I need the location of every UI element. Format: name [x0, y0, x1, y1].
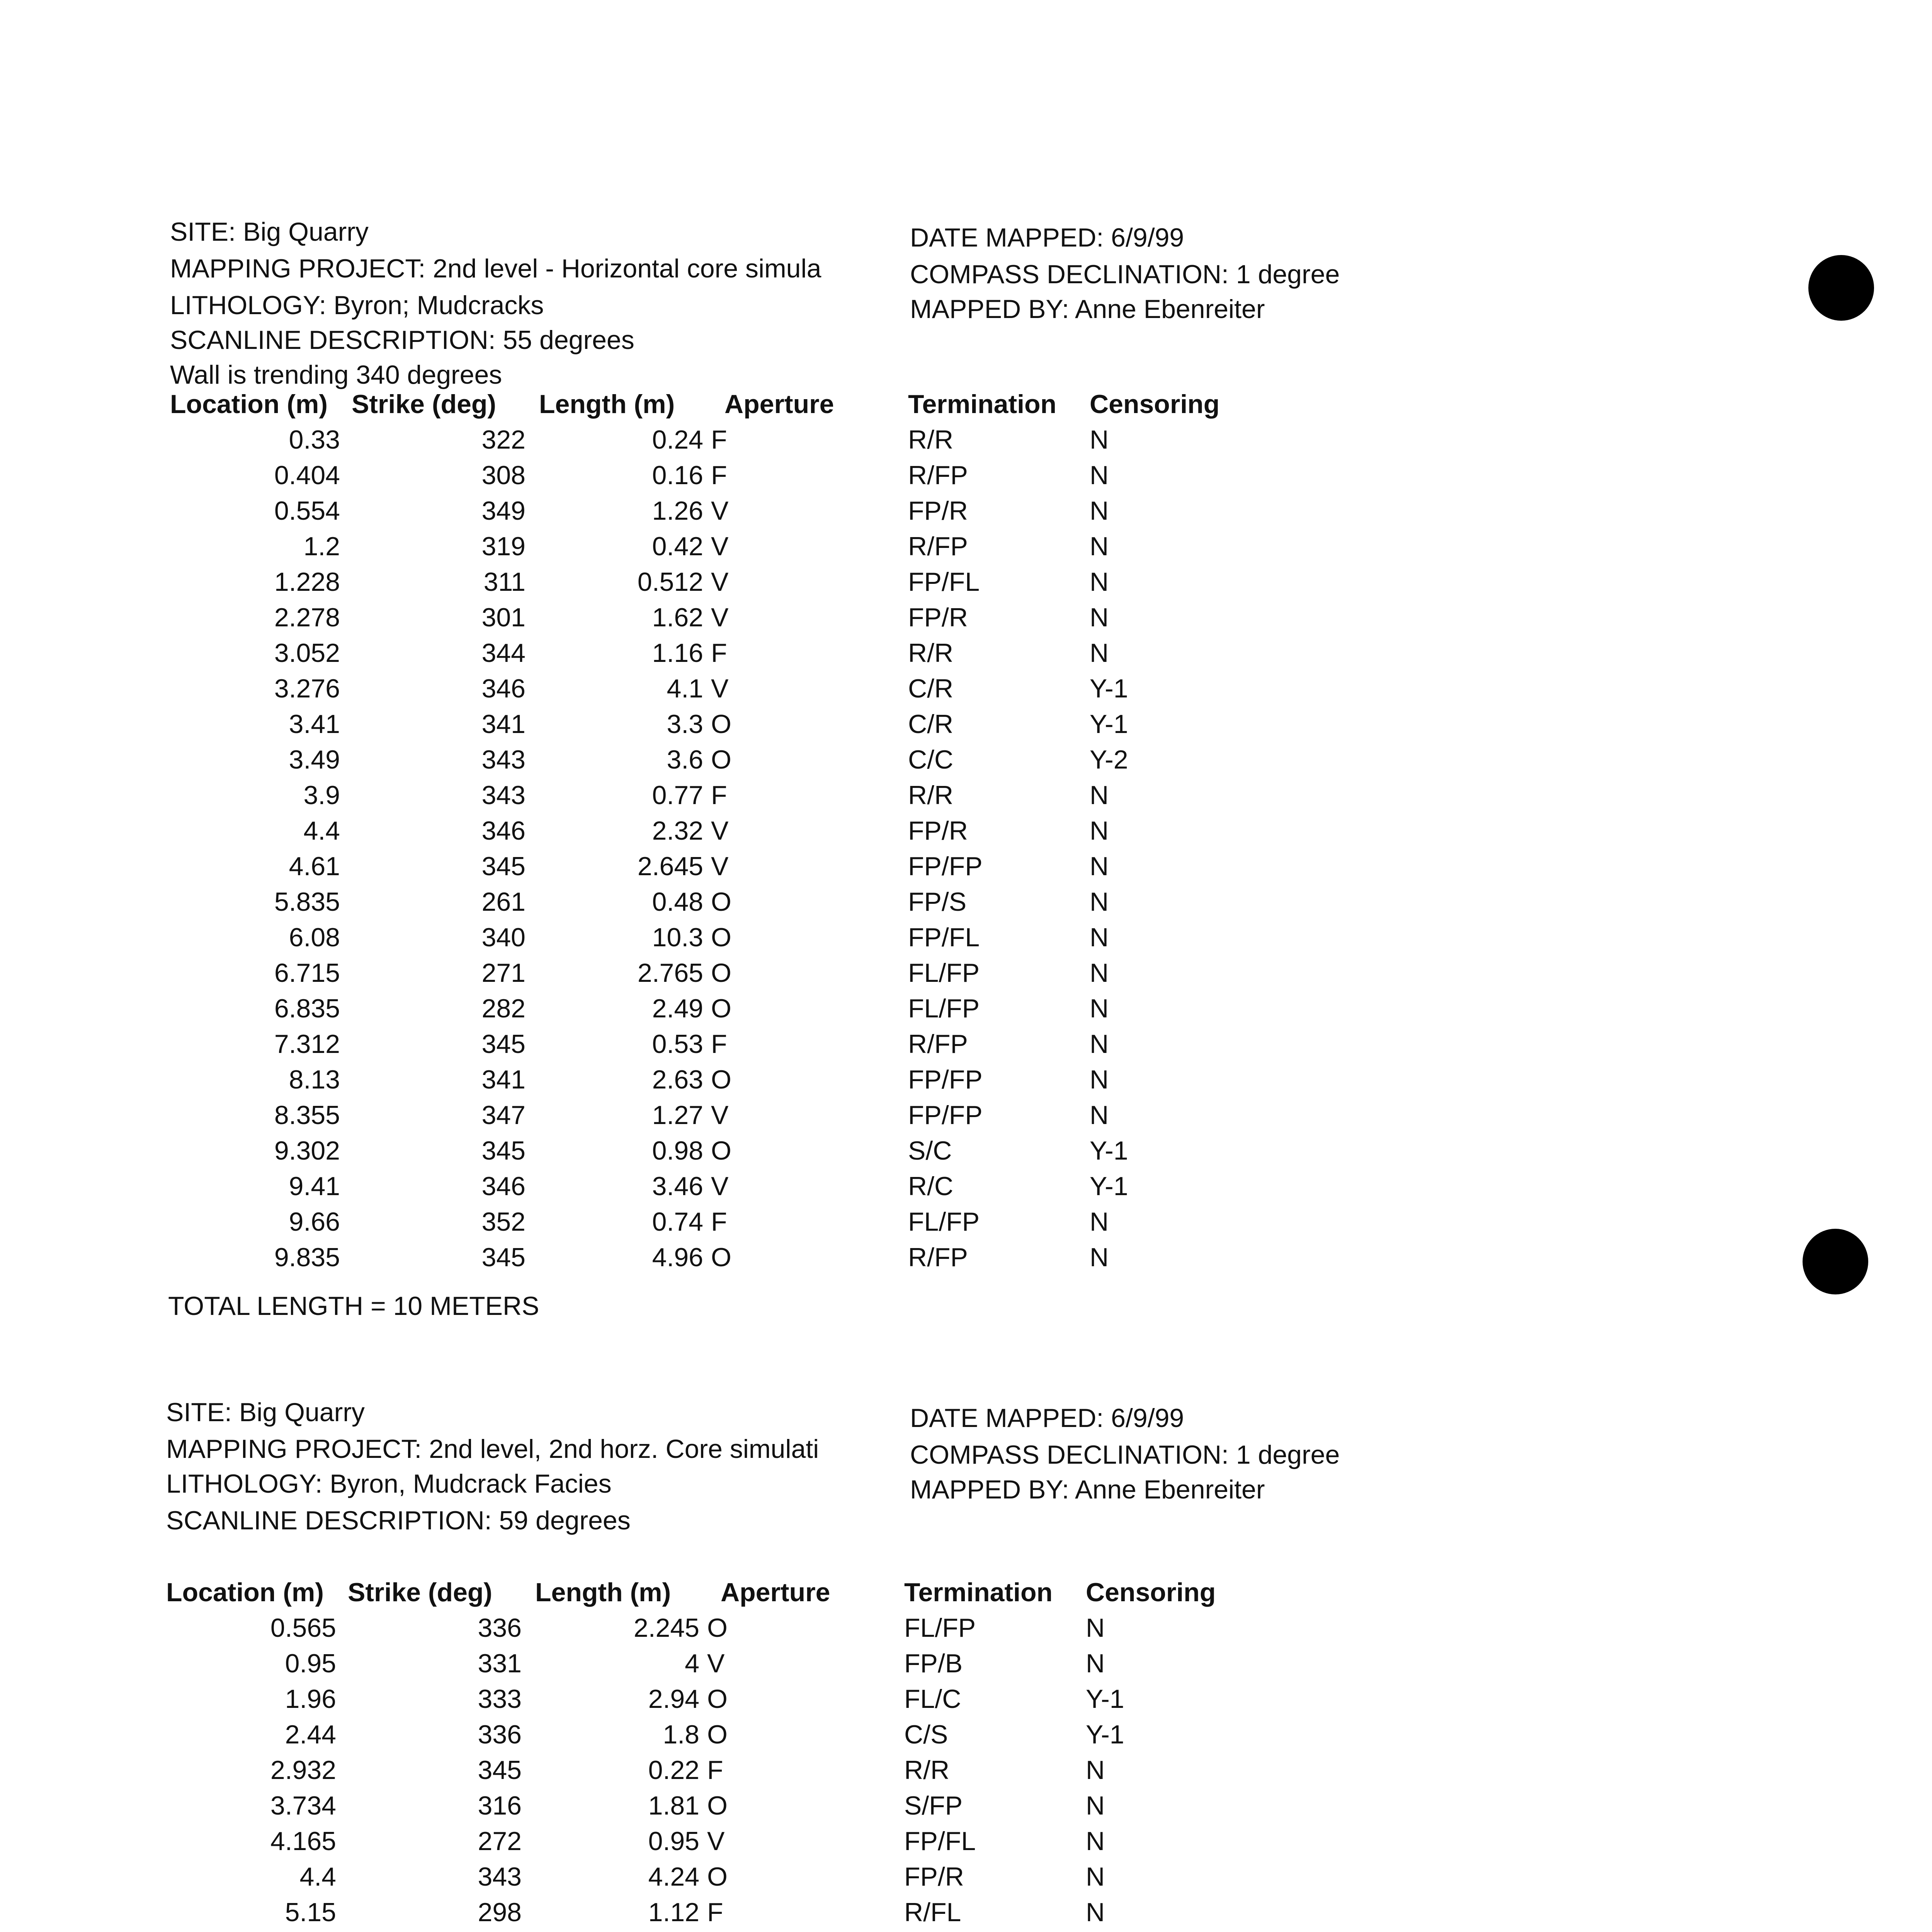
aperture-cell: F	[707, 1755, 723, 1785]
location-cell: 9.302	[274, 1136, 340, 1165]
strike-cell: 346	[481, 1172, 526, 1201]
length-cell: 1.27	[652, 1100, 703, 1130]
location-cell: 9.835	[274, 1243, 340, 1272]
aperture-cell: V	[711, 674, 729, 703]
length-cell: 0.74	[652, 1207, 703, 1236]
censoring-cell: N	[1086, 1827, 1105, 1856]
termination-cell: FP/R	[908, 603, 968, 632]
aperture-cell: F	[711, 425, 727, 454]
length-cell: 1.26	[652, 496, 703, 526]
strike-cell: 322	[481, 425, 526, 454]
termination-cell: FL/FP	[904, 1613, 976, 1643]
column-header-termination: Termination	[904, 1578, 1053, 1607]
strike-cell: 316	[478, 1791, 522, 1820]
aperture-cell: V	[711, 852, 729, 881]
censoring-cell: N	[1090, 781, 1109, 810]
aperture-cell: F	[711, 461, 727, 490]
termination-cell: FP/B	[904, 1649, 963, 1678]
termination-cell: R/FP	[908, 1029, 968, 1059]
length-cell: 2.49	[652, 994, 703, 1023]
length-cell: 10.3	[652, 923, 703, 952]
binder-hole-middle	[1803, 1229, 1868, 1294]
length-cell: 1.62	[652, 603, 703, 632]
length-cell: 4.96	[652, 1243, 703, 1272]
strike-cell: 333	[478, 1684, 522, 1714]
mapped-by-label: MAPPED BY: Anne Ebenreiter	[910, 1475, 1265, 1504]
column-header-censoring: Censoring	[1086, 1578, 1216, 1607]
strike-cell: 346	[481, 816, 526, 845]
strike-cell: 272	[478, 1827, 522, 1856]
column-header-aperture: Aperture	[724, 389, 834, 419]
censoring-cell: N	[1090, 852, 1109, 881]
censoring-cell: Y-1	[1090, 674, 1128, 703]
strike-cell: 349	[481, 496, 526, 526]
termination-cell	[904, 1930, 1082, 1932]
termination-cell: R/FL	[904, 1898, 961, 1927]
termination-cell: FP/FL	[904, 1827, 976, 1856]
strike-cell: 298	[478, 1898, 522, 1927]
termination-cell: R/R	[908, 638, 954, 668]
strike-cell: 336	[478, 1720, 522, 1749]
aperture-cell: O	[711, 994, 731, 1023]
scanline-2-table	[166, 1575, 1216, 1932]
censoring-cell: N	[1086, 1613, 1105, 1643]
termination-cell: C/R	[908, 674, 954, 703]
censoring-cell: N	[1090, 461, 1109, 490]
termination-cell: R/R	[904, 1755, 950, 1785]
strike-cell: 345	[478, 1755, 522, 1785]
aperture-cell: O	[707, 1791, 728, 1820]
location-cell: 9.66	[289, 1207, 340, 1236]
aperture-cell: O	[711, 1243, 731, 1272]
termination-cell: FP/S	[908, 887, 967, 917]
column-header-location: Location (m)	[170, 389, 328, 419]
termination-cell: FP/R	[904, 1862, 964, 1891]
termination-cell: FP/FL	[908, 567, 980, 597]
termination-cell: C/C	[908, 745, 954, 774]
strike-cell: 282	[481, 994, 526, 1023]
scanline-description-label: SCANLINE DESCRIPTION: 55 degrees	[170, 325, 634, 355]
length-cell: 4	[685, 1649, 699, 1678]
length-cell: 2.765	[637, 958, 703, 988]
wall-trend-label: Wall is trending 340 degrees	[170, 360, 502, 389]
strike-cell: 319	[481, 532, 526, 561]
length-cell: 0.512	[637, 567, 703, 597]
censoring-cell: N	[1090, 994, 1109, 1023]
location-cell: 3.49	[289, 745, 340, 774]
aperture-cell: F	[707, 1898, 723, 1927]
location-cell: 2.44	[285, 1720, 336, 1749]
strike-cell: 343	[481, 781, 526, 810]
location-cell: 1.228	[274, 567, 340, 597]
aperture-cell: O	[707, 1684, 728, 1714]
strike-cell: 331	[478, 1649, 522, 1678]
censoring-cell: Y-1	[1090, 1136, 1128, 1165]
censoring-cell: N	[1086, 1649, 1105, 1678]
aperture-cell: F	[711, 781, 727, 810]
censoring-cell: N	[1090, 638, 1109, 668]
location-cell: 7.312	[274, 1029, 340, 1059]
length-cell: 2.63	[652, 1065, 703, 1094]
aperture-cell	[707, 1930, 784, 1932]
censoring-cell: Y-2	[1090, 745, 1128, 774]
column-header-termination: Termination	[908, 389, 1057, 419]
scanline-1-table	[170, 386, 1220, 1287]
location-cell: 9.41	[289, 1172, 340, 1201]
column-header-strike: Strike (deg)	[352, 389, 497, 419]
column-header-aperture: Aperture	[721, 1578, 830, 1607]
censoring-cell: N	[1086, 1898, 1105, 1927]
length-cell: 0.42	[652, 532, 703, 561]
strike-cell: 345	[481, 1243, 526, 1272]
aperture-cell: F	[711, 1029, 727, 1059]
censoring-cell: N	[1090, 923, 1109, 952]
censoring-cell: N	[1090, 1243, 1109, 1272]
aperture-cell: V	[711, 567, 729, 597]
strike-cell: 336	[478, 1613, 522, 1643]
termination-cell: FL/FP	[908, 958, 980, 988]
column-header-censoring: Censoring	[1090, 389, 1220, 419]
location-cell: 0.565	[270, 1613, 336, 1643]
length-cell: 1.12	[648, 1898, 699, 1927]
location-cell: 3.9	[303, 781, 340, 810]
termination-cell: R/C	[908, 1172, 954, 1201]
aperture-cell: V	[711, 816, 729, 845]
location-cell: 1.96	[285, 1684, 336, 1714]
censoring-cell: N	[1090, 816, 1109, 845]
length-cell: 0.48	[652, 887, 703, 917]
scanline-description-label: SCANLINE DESCRIPTION: 59 degrees	[166, 1506, 631, 1535]
strike-cell: 352	[481, 1207, 526, 1236]
length-cell: 0.98	[652, 1136, 703, 1165]
termination-cell: FP/R	[908, 816, 968, 845]
censoring-cell: N	[1090, 496, 1109, 526]
strike-cell: 271	[481, 958, 526, 988]
site-label: SITE: Big Quarry	[170, 217, 369, 247]
strike-cell: 308	[481, 461, 526, 490]
compass-declination-label: COMPASS DECLINATION: 1 degree	[910, 1440, 1340, 1469]
length-cell	[533, 1930, 699, 1932]
mapped-by-label: MAPPED BY: Anne Ebenreiter	[910, 294, 1265, 324]
location-cell: 6.08	[289, 923, 340, 952]
length-cell: 0.22	[648, 1755, 699, 1785]
lithology-label: LITHOLOGY: Byron, Mudcrack Facies	[166, 1469, 612, 1498]
lithology-label: LITHOLOGY: Byron; Mudcracks	[170, 291, 544, 320]
termination-cell: FP/FP	[908, 1100, 983, 1130]
termination-cell: R/FP	[908, 461, 968, 490]
location-cell: 3.734	[270, 1791, 336, 1820]
location-cell: 0.95	[285, 1649, 336, 1678]
location-cell: 0.404	[274, 461, 340, 490]
strike-cell: 341	[481, 709, 526, 739]
termination-cell: FP/R	[908, 496, 968, 526]
aperture-cell: O	[711, 1065, 731, 1094]
aperture-cell: O	[707, 1613, 728, 1643]
location-cell: 4.4	[299, 1862, 336, 1891]
length-cell: 1.16	[652, 638, 703, 668]
termination-cell: FL/FP	[908, 1207, 980, 1236]
termination-cell: FP/FL	[908, 923, 980, 952]
strike-cell: 343	[478, 1862, 522, 1891]
length-cell: 0.53	[652, 1029, 703, 1059]
censoring-cell: N	[1090, 532, 1109, 561]
aperture-cell: V	[707, 1649, 725, 1678]
censoring-cell: Y-1	[1086, 1684, 1124, 1714]
binder-hole-top	[1808, 255, 1874, 321]
length-cell: 0.16	[652, 461, 703, 490]
strike-cell	[359, 1930, 522, 1932]
aperture-cell: V	[711, 1100, 729, 1130]
censoring-cell: N	[1090, 1065, 1109, 1094]
location-cell: 3.41	[289, 709, 340, 739]
aperture-cell: V	[711, 603, 729, 632]
location-cell: 2.932	[270, 1755, 336, 1785]
censoring-cell	[1086, 1930, 1202, 1932]
censoring-cell: N	[1086, 1755, 1105, 1785]
strike-cell: 347	[481, 1100, 526, 1130]
location-cell	[166, 1930, 336, 1932]
location-cell: 0.554	[274, 496, 340, 526]
column-header-length: Length (m)	[535, 1578, 671, 1607]
aperture-cell: F	[711, 1207, 727, 1236]
termination-cell: C/R	[908, 709, 954, 739]
location-cell: 6.835	[274, 994, 340, 1023]
termination-cell: FL/FP	[908, 994, 980, 1023]
length-cell: 3.46	[652, 1172, 703, 1201]
strike-cell: 343	[481, 745, 526, 774]
location-cell: 8.13	[289, 1065, 340, 1094]
mapping-project-label: MAPPING PROJECT: 2nd level, 2nd horz. Core simulati	[166, 1434, 819, 1464]
length-cell: 1.81	[648, 1791, 699, 1820]
location-cell: 1.2	[303, 532, 340, 561]
censoring-cell: Y-1	[1086, 1720, 1124, 1749]
strike-cell: 346	[481, 674, 526, 703]
column-header-location: Location (m)	[166, 1578, 324, 1607]
strike-cell: 345	[481, 1029, 526, 1059]
termination-cell: R/FP	[908, 1243, 968, 1272]
censoring-cell: N	[1090, 887, 1109, 917]
length-cell: 2.32	[652, 816, 703, 845]
location-cell: 5.15	[285, 1898, 336, 1927]
aperture-cell: V	[707, 1827, 725, 1856]
censoring-cell: N	[1090, 1207, 1109, 1236]
censoring-cell: N	[1090, 1029, 1109, 1059]
termination-cell: S/C	[908, 1136, 952, 1165]
location-cell: 4.61	[289, 852, 340, 881]
length-cell: 2.245	[633, 1613, 699, 1643]
aperture-cell: O	[711, 1136, 731, 1165]
length-cell: 3.3	[667, 709, 703, 739]
censoring-cell: N	[1090, 425, 1109, 454]
censoring-cell: N	[1090, 603, 1109, 632]
length-cell: 2.645	[637, 852, 703, 881]
length-cell: 4.24	[648, 1862, 699, 1891]
total-length-footer: TOTAL LENGTH = 10 METERS	[168, 1291, 539, 1321]
location-cell: 0.33	[289, 425, 340, 454]
length-cell: 4.1	[667, 674, 703, 703]
aperture-cell: O	[711, 709, 731, 739]
compass-declination-label: COMPASS DECLINATION: 1 degree	[910, 260, 1340, 289]
aperture-cell: O	[711, 745, 731, 774]
strike-cell: 341	[481, 1065, 526, 1094]
aperture-cell: V	[711, 496, 729, 526]
location-cell: 2.278	[274, 603, 340, 632]
censoring-cell: N	[1090, 1100, 1109, 1130]
location-cell: 8.355	[274, 1100, 340, 1130]
length-cell: 1.8	[663, 1720, 699, 1749]
aperture-cell: O	[707, 1720, 728, 1749]
strike-cell: 301	[481, 603, 526, 632]
length-cell: 3.6	[667, 745, 703, 774]
strike-cell: 345	[481, 852, 526, 881]
aperture-cell: O	[711, 887, 731, 917]
aperture-cell: O	[711, 923, 731, 952]
termination-cell: R/R	[908, 425, 954, 454]
length-cell: 0.24	[652, 425, 703, 454]
location-cell: 4.165	[270, 1827, 336, 1856]
strike-cell: 261	[481, 887, 526, 917]
termination-cell: S/FP	[904, 1791, 963, 1820]
termination-cell: FL/C	[904, 1684, 961, 1714]
termination-cell: FP/FP	[908, 1065, 983, 1094]
termination-cell: R/FP	[908, 532, 968, 561]
strike-cell: 345	[481, 1136, 526, 1165]
aperture-cell: O	[707, 1862, 728, 1891]
location-cell: 4.4	[303, 816, 340, 845]
censoring-cell: Y-1	[1090, 1172, 1128, 1201]
location-cell: 3.276	[274, 674, 340, 703]
termination-cell: FP/FP	[908, 852, 983, 881]
censoring-cell: N	[1086, 1862, 1105, 1891]
aperture-cell: V	[711, 532, 729, 561]
censoring-cell: N	[1090, 958, 1109, 988]
length-cell: 0.95	[648, 1827, 699, 1856]
location-cell: 5.835	[274, 887, 340, 917]
column-header-strike: Strike (deg)	[348, 1578, 493, 1607]
column-header-length: Length (m)	[539, 389, 675, 419]
strike-cell: 340	[481, 923, 526, 952]
location-cell: 6.715	[274, 958, 340, 988]
aperture-cell: F	[711, 638, 727, 668]
strike-cell: 344	[481, 638, 526, 668]
censoring-cell: N	[1090, 567, 1109, 597]
length-cell: 2.94	[648, 1684, 699, 1714]
aperture-cell: V	[711, 1172, 729, 1201]
strike-cell: 311	[483, 567, 526, 597]
aperture-cell: O	[711, 958, 731, 988]
censoring-cell: Y-1	[1090, 709, 1128, 739]
termination-cell: R/R	[908, 781, 954, 810]
site-label: SITE: Big Quarry	[166, 1398, 365, 1427]
date-mapped-label: DATE MAPPED: 6/9/99	[910, 223, 1184, 252]
length-cell: 0.77	[652, 781, 703, 810]
censoring-cell: N	[1086, 1791, 1105, 1820]
mapping-project-label: MAPPING PROJECT: 2nd level - Horizontal core simula	[170, 254, 821, 283]
location-cell: 3.052	[274, 638, 340, 668]
date-mapped-label: DATE MAPPED: 6/9/99	[910, 1403, 1184, 1433]
termination-cell: C/S	[904, 1720, 948, 1749]
